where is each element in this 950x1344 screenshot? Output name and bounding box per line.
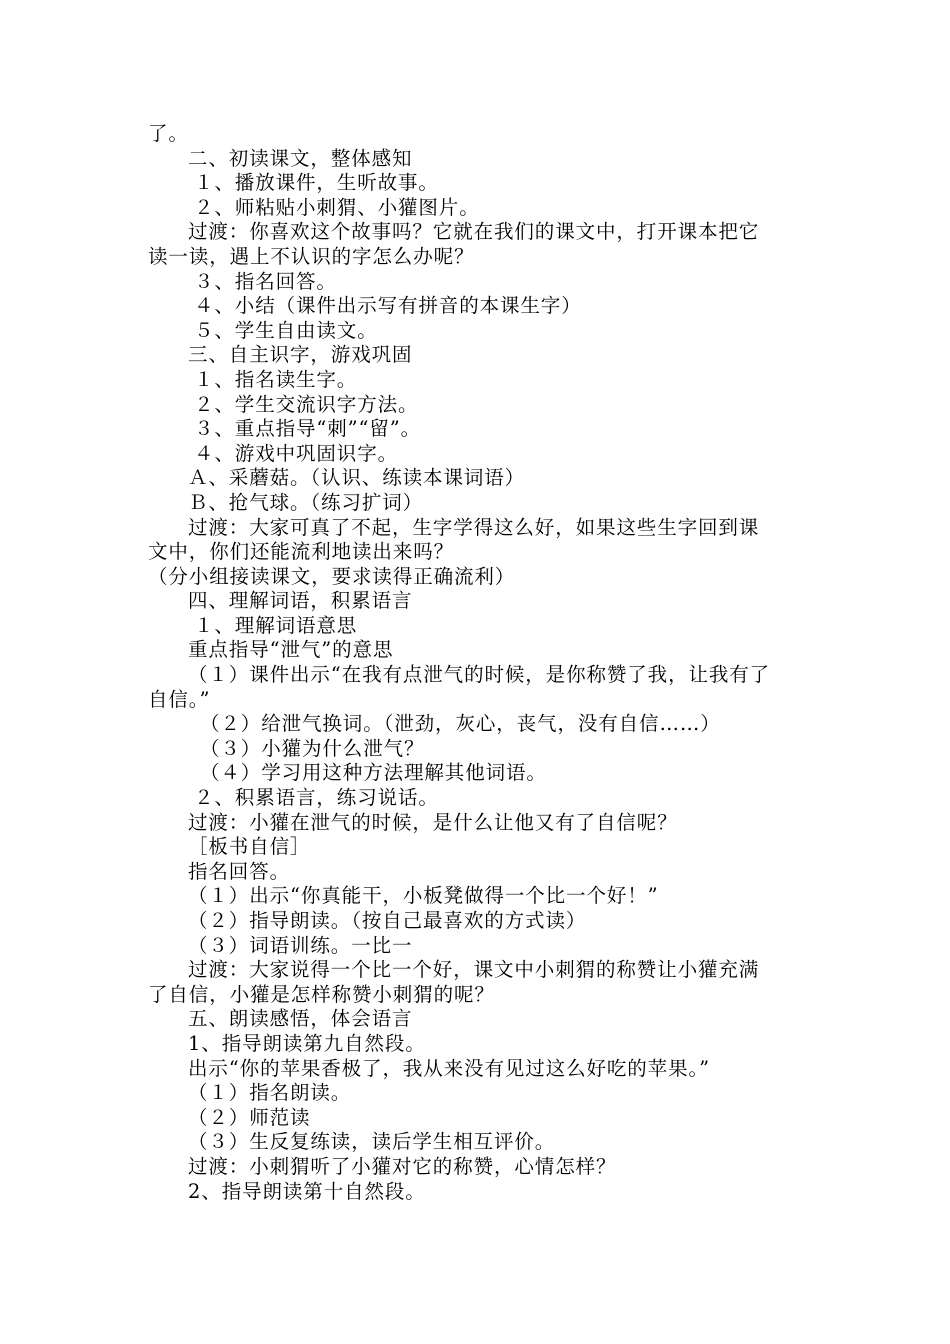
text-line: （１）课件出示“在我有点泄气的时候，是你称赞了我，让我有了 <box>188 663 771 687</box>
text-line: （３）生反复练读，读后学生相互评价。 <box>188 1130 556 1154</box>
text-line: 过渡：大家说得一个比一个好，课文中小刺猬的称赞让小獾充满 <box>188 958 760 982</box>
text-line: ４、小结（课件出示写有拼音的本课生字） <box>194 294 582 318</box>
text-line: 过渡：大家可真了不起，生字学得这么好，如果这些生字回到课 <box>188 515 760 539</box>
text-line: ３、重点指导“刺”“留”。 <box>194 417 422 441</box>
text-line: １、播放课件，生听故事。 <box>194 171 439 195</box>
text-line: 过渡：小獾在泄气的时候，是什么让他又有了自信呢？ <box>188 810 678 834</box>
text-line: （１）出示“你真能干，小板凳做得一个比一个好！” <box>188 884 659 908</box>
text-line: 读一读，遇上不认识的字怎么办呢？ <box>148 244 475 268</box>
text-line: 过渡：你喜欢这个故事吗？它就在我们的课文中，打开课本把它 <box>188 220 760 244</box>
text-line: 二、初读课文，整体感知 <box>188 146 413 170</box>
text-line: （２）指导朗读。（按自己最喜欢的方式读） <box>188 909 587 932</box>
text-line: 了。 <box>148 122 189 145</box>
text-line: 重点指导“泄气”的意思 <box>188 638 394 662</box>
text-line: Ｂ、抢气球。（练习扩词） <box>188 490 424 514</box>
text-line: 三、自主识字，游戏巩固 <box>188 343 413 367</box>
text-line: Ａ、采蘑菇。（认识、练读本课词语） <box>188 466 526 490</box>
text-line: （２）师范读 <box>188 1105 311 1129</box>
text-line: 了自信，小獾是怎样称赞小刺猬的呢？ <box>148 982 495 1006</box>
document-page <box>148 122 808 1204</box>
text-line: 指名回答。 <box>188 859 291 883</box>
text-line: ［板书自信］ <box>188 835 311 859</box>
text-line: 出示“你的苹果香极了，我从来没有见过这么好吃的苹果。” <box>188 1056 710 1080</box>
text-line: 过渡：小刺猬听了小獾对它的称赞，心情怎样？ <box>188 1154 617 1178</box>
text-line: （分小组接读课文，要求读得正确流利） <box>148 564 516 588</box>
text-line: ５、学生自由读文。 <box>194 318 378 342</box>
text-line: 五、朗读感悟，体会语言 <box>188 1007 413 1031</box>
text-line: （１）指名朗读。 <box>188 1081 352 1105</box>
text-line: （３）词语训练。一比一 <box>188 933 413 957</box>
text-line: ３、指名回答。 <box>194 269 337 293</box>
text-line: 自信。” <box>148 687 211 711</box>
text-line: ２、学生交流识字方法。 <box>194 392 419 416</box>
text-line: （３）小獾为什么泄气？ <box>200 736 425 760</box>
text-line: １、理解词语意思 <box>194 613 358 637</box>
text-line: （２）给泄气换词。（泄劲，灰心，丧气，没有自信……） <box>200 712 721 736</box>
text-line: ２、积累语言，练习说话。 <box>194 786 439 810</box>
text-line: ２、师粘贴小刺猬、小獾图片。 <box>194 195 480 219</box>
text-line: 文中，你们还能流利地读出来吗？ <box>148 540 455 564</box>
text-line: ４、游戏中巩固识字。 <box>194 441 399 465</box>
text-line: 四、理解词语，积累语言 <box>188 589 413 613</box>
text-line: 1、指导朗读第九自然段。 <box>188 1031 426 1055</box>
text-line: 2、指导朗读第十自然段。 <box>188 1179 426 1203</box>
text-line: （４）学习用这种方法理解其他词语。 <box>200 761 547 785</box>
text-line: １、指名读生字。 <box>194 367 358 391</box>
